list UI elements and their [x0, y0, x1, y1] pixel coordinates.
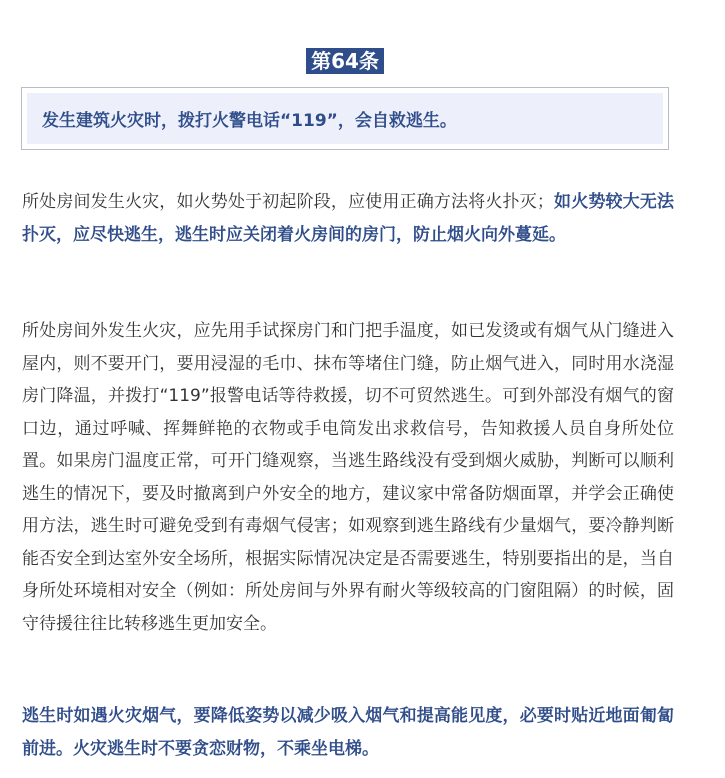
paragraph-1: [22, 186, 674, 251]
paragraph-1-emphasis-text: 如火势较大无法扑灭，应尽快逃生，逃生时应关闭着火房间的房门，防止烟火向外蔓延。: [22, 192, 675, 245]
paragraph-2: 所处房间外发生火灾，应先用手试探房门和门把手温度，如已发烫或有烟气从门缝进入屋内，则不要开门，要用浸湿的毛巾、抹布等堵住门缝，防止烟气进入，同时用水浇湿房门降温，并拨打“119”报警电话等待救援，切不可贸然逃生。可到外部没有烟气的窗口边，通过呼喊、挥舞鲜艳的衣物或手电筒发出求救信号，告知救援人员自身所处位置。如果房门温度正常，可开门缝观察，当逃生路线没有受到烟火威胁，判断可以顺利逃生的情况下，要及时撤离到户外安全的地方，建议家中常备防烟面罩，并学会正确使用方法，逃生时可避免受到有毒烟气侵害；如观察到逃生路线有少量烟气，要冷静判断能否安全到达室外安全场所，根据实际情况决定是否需要逃生，特别要指出的是，当自身所处环境相对安全（例如：所处房间与外界有耐火等级较高的门窗阻隔）的时候，固守待援往往比转移逃生更加安全。: [22, 321, 674, 634]
headline-text: 发生建筑火灾时，拨打火警电话“119”，会自救逃生。: [42, 111, 457, 131]
headline-box: [21, 87, 669, 150]
headline-box-inner: [27, 93, 663, 144]
paragraph-3: [22, 700, 674, 765]
paragraph-1-normal-text: 所处房间发生火灾，如火势处于初起阶段，应使用正确方法将火扑灭；: [22, 192, 554, 212]
paragraph-3-emphasis-text: 逃生时如遇火灾烟气，要降低姿势以减少吸入烟气和提高能见度，必要时贴近地面匍匐前进。火灾逃生时不要贪恋财物，不乘坐电梯。: [22, 706, 674, 759]
article-number-badge: 第64条: [306, 48, 384, 74]
